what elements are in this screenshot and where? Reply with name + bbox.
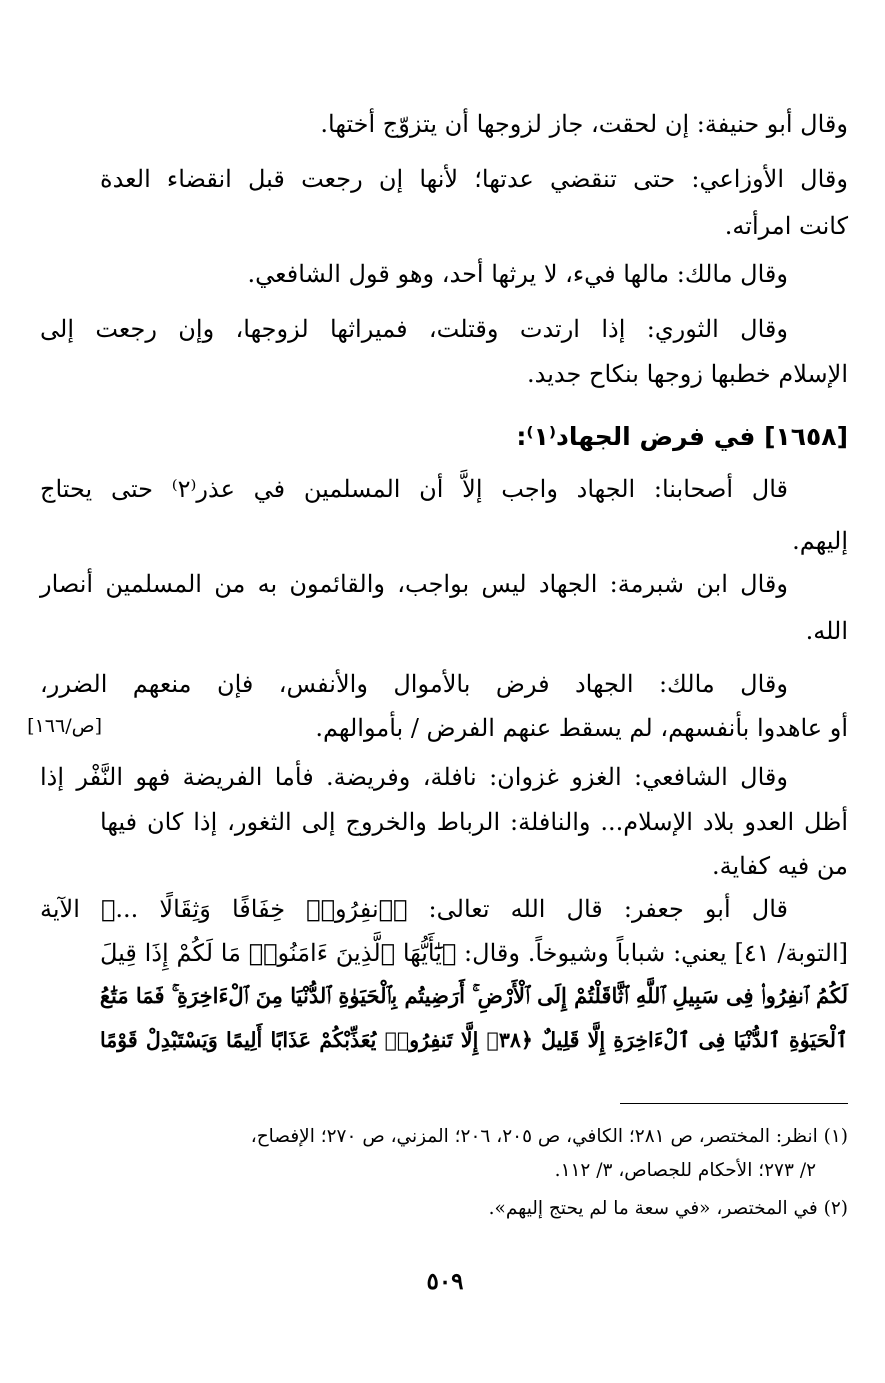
page-number: ٥٠٩: [426, 1268, 464, 1295]
footnote-line: (٢) في المختصر، «في سعة ما لم يحتج إليهم».: [488, 1198, 848, 1219]
paragraph-line: كانت امرأته.: [724, 212, 848, 240]
paragraph-line: أو عاهدوا بأنفسهم، لم يسقط عنهم الفرض / بأموالهم.: [315, 714, 848, 742]
paragraph-line: وقال الشافعي: الغزو غزوان: نافلة، وفريضة. فأما الفريضة فهو النَّفْر إذا: [40, 763, 788, 791]
paragraph-line: من فيه كفاية.: [711, 852, 848, 880]
footnote-separator: [620, 1103, 848, 1104]
paragraph-line: وقال ابن شبرمة: الجهاد ليس بواجب، والقائمون به من المسلمين أنصار: [40, 570, 788, 598]
paragraph-line: قال أبو جعفر: قال الله تعالى: ﴿ٱنفِرُوا۟ خِفَافًا وَثِقَالًا ...﴾ الآية: [40, 895, 788, 923]
paragraph-line: أظل العدو بلاد الإسلام... والنافلة: الرباط والخروج إلى الثغور، إذا كان فيها: [100, 808, 848, 836]
footnote-line: (١) انظر: المختصر، ص ٢٨١؛ الكافي، ص ٢٠٥، ٢٠٦؛ المزني، ص ٢٧٠؛ الإفصاح،: [250, 1126, 848, 1147]
paragraph-line: وقال مالك: الجهاد فرض بالأموال والأنفس، فإن منعهم الضرر،: [40, 670, 788, 698]
section-heading: [١٦٥٨] في فرض الجهاد⁽١⁾:: [516, 422, 848, 451]
margin-page-reference: [ص/١٦٦]: [27, 715, 102, 737]
paragraph-line: وقال الأوزاعي: حتى تنقضي عدتها؛ لأنها إن رجعت قبل انقضاء العدة: [100, 165, 848, 193]
quran-verse-line: لَكُمُ ٱنفِرُوا۟ فِى سَبِيلِ ٱللَّهِ ٱثَّاقَلْتُمْ إِلَى ٱلْأَرْضِ ۚ أَرَضِيتُم بِٱلْحَيَوٰةِ ٱلدُّنْيَا مِنَ ٱلْءَاخِرَةِ ۚ فَمَا مَتَٰعُ: [99, 983, 848, 1008]
quran-verse-line: ٱلْحَيَوٰةِ ٱلدُّنْيَا فِى ٱلْءَاخِرَةِ إِلَّا قَلِيلٌ ﴿٣٨﴾ إِلَّا تَنفِرُوا۟ يُعَذِّبْكُمْ عَذَابًا أَلِيمًا وَيَسْتَبْدِلْ قَوْمًا: [100, 1028, 848, 1052]
paragraph-line: وقال أبو حنيفة: إن لحقت، جاز لزوجها أن يتزوّج أختها.: [320, 110, 848, 138]
paragraph-line: إليهم.: [792, 527, 848, 555]
paragraph-line: الإسلام خطبها زوجها بنكاح جديد.: [526, 360, 848, 388]
paragraph-line: الله.: [805, 617, 848, 645]
paragraph-line: [التوبة/ ٤١] يعني: شباباً وشيوخاً. وقال: ﴿يَٰٓأَيُّهَا ٱلَّذِينَ ءَامَنُوا۟ مَا لَكُمْ إِذَا قِيلَ: [100, 939, 848, 967]
paragraph-line: وقال مالك: مالها فيء، لا يرثها أحد، وهو قول الشافعي.: [247, 260, 788, 288]
paragraph-line: قال أصحابنا: الجهاد واجب إلاَّ أن المسلمين في عذر⁽٢⁾ حتى يحتاج: [40, 475, 789, 503]
footnote-line: ٢/ ٢٧٣؛ الأحكام للجصاص، ٣/ ١١٢.: [554, 1160, 816, 1181]
paragraph-line: وقال الثوري: إذا ارتدت وقتلت، فميراثها لزوجها، وإن رجعت إلى: [40, 315, 788, 343]
